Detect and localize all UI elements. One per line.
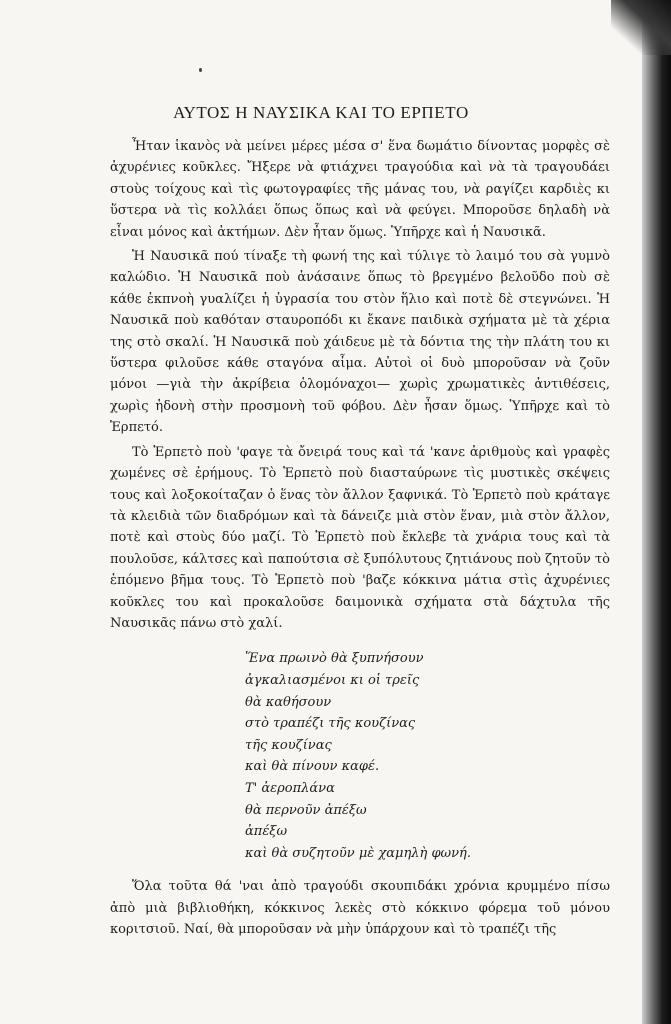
scan-dark-edge [642, 0, 671, 1024]
verse-line: στὸ τραπέζι τῆς κουζίνας [245, 716, 416, 732]
verse-line: Ἕνα πρωινὸ θὰ ξυπνήσουν [245, 651, 424, 667]
poem-verse [245, 648, 610, 864]
verse-line: ἀπέξω [245, 824, 288, 840]
verse-line: ἀγκαλιασμένοι κι οἱ τρεῖς [245, 672, 420, 688]
paragraph-3: Τὸ Ἑρπετὸ ποὺ 'φαγε τὰ ὄνειρά τους καὶ τά 'κανε ἀριθμοὺς καὶ γραφὲς χωμένες σὲ ἐρήμους. Τὸ Ἑρπετὸ ποὺ διασταύρωνε τὶς μυστικὲς σκέψεις τους καὶ λοξοκοίταζαν ὁ ἕνας τὸν ἄλλον ξαφνικά. Τὸ Ἑρπετὸ ποὺ κράταγε τὰ κλειδιὰ τῶν διαδρόμων καὶ τὰ δάνειζε μιὰ στὸν ἕναν, μιὰ στὸν ἄλλον, ποτὲ καὶ στοὺς δύο μαζί. Τὸ Ἑρπετὸ ποὺ ἔκλεβε τὰ χνάρια τους καὶ τὰ πουλοῦσε, κάλτσες καὶ παπούτσια σὲ ξυπόλυτους ζητιάνους ποὺ ζητοῦν τὸ ἑπόμενο βῆμα τους. Τὸ Ἑρπετὸ ποὺ 'βαζε κόκκινα μάτια στὶς ἀχυρένιες κοῦκλες του καὶ προκαλοῦσε δαιμονικὰ σχήματα στὰ δάχτυλα τῆς Ναυσικᾶς πάνω στὸ χαλί. [110, 444, 610, 631]
page-title: ΑΥΤΟΣ Η ΝΑΥΣΙΚΑ ΚΑΙ ΤΟ ΕΡΠΕΤΟ [173, 103, 469, 122]
verse-line: θὰ καθήσουν [245, 694, 332, 710]
paragraph-2: Ἡ Ναυσικᾶ πού τίναξε τὴ φωνή της καὶ τύλιγε τὸ λαιμό του σὰ γυμνὸ καλώδιο. Ἡ Ναυσικᾶ ποὺ ἀνάσαινε ὅπως τὸ βρεγμένο βελοῦδο ποὺ σὲ κάθε ἐκπνοὴ γυαλίζει ἡ ὑγρασία του στὸν ἥλιο καὶ ποτὲ δὲ στεγνώνει. Ἡ Ναυσικᾶ ποὺ καθόταν σταυροπόδι κι ἔκανε παιδικὰ σχήματα μὲ τὰ χέρια της στὸ σκαλί. Ἡ Ναυσικᾶ ποὺ χάιδευε μὲ τὰ δόντια της τὴν πλάτη του κι ὕστερα φιλοῦσε κάθε σταγόνα αἷμα. Αὐτοὶ οἱ δυὸ μποροῦσαν νὰ ζοῦν μόνοι —γιὰ τὴν ἀκρίβεια ὁλομόναχοι— χωρὶς χρωματικὲς ἀντιθέσεις, χωρὶς ἡδονὴ στὴν προσμονὴ τοῦ φόβου. Δὲν ἦσαν ὅμως. Ὑπῆρχε καὶ τὸ Ἑρπετό. [110, 249, 610, 436]
paragraph-closing: Ὅλα τοῦτα θά 'ναι ἀπὸ τραγούδι σκουπιδάκι χρόνια κρυμμένο πίσω ἀπὸ μιὰ βιβλιοθήκη, κόκκινος λεκὲς στὸ κόκκινο φόρεμα τοῦ μόνου κοριτσιοῦ. Ναί, θὰ μποροῦσαν νὰ μὴν ὑπάρχουν καὶ τὸ τραπέζι τῆς [110, 879, 610, 938]
verse-line: καὶ θὰ πίνουν καφέ. [245, 759, 380, 775]
verse-line: καὶ θὰ συζητοῦν μὲ χαμηλὴ φωνή. [245, 845, 471, 861]
scan-corner-shadow [611, 0, 671, 55]
verse-line: τῆς κουζίνας [245, 737, 332, 753]
verse-line: Τ' ἀεροπλάνα [245, 780, 335, 796]
verse-line: θὰ περνοῦν ἀπέξω [245, 802, 367, 818]
paragraph-1: Ἦταν ἱκανὸς νὰ μείνει μέρες μέσα σ' ἕνα δωμάτιο δίνοντας μορφὲς σὲ ἀχυρένιες κοῦκλες. Ἤξερε νὰ φτιάχνει τραγούδια καὶ νὰ τὰ τραγουδάει στοὺς τοίχους καὶ τὶς φωτογραφίες τῆς μάνας του, νὰ ραγίζει καρδιὲς κι ὕστερα νὰ τὶς κολλάει ὅπως ὅπως καὶ νὰ φεύγει. Μποροῦσε δηλαδὴ νὰ εἶναι μόνος καὶ ἀκτήμων. Δὲν ἦταν ὅμως. Ὑπῆρχε καὶ ἡ Ναυσικᾶ. [110, 139, 610, 240]
ink-speck [199, 68, 202, 72]
text-body [110, 136, 610, 944]
